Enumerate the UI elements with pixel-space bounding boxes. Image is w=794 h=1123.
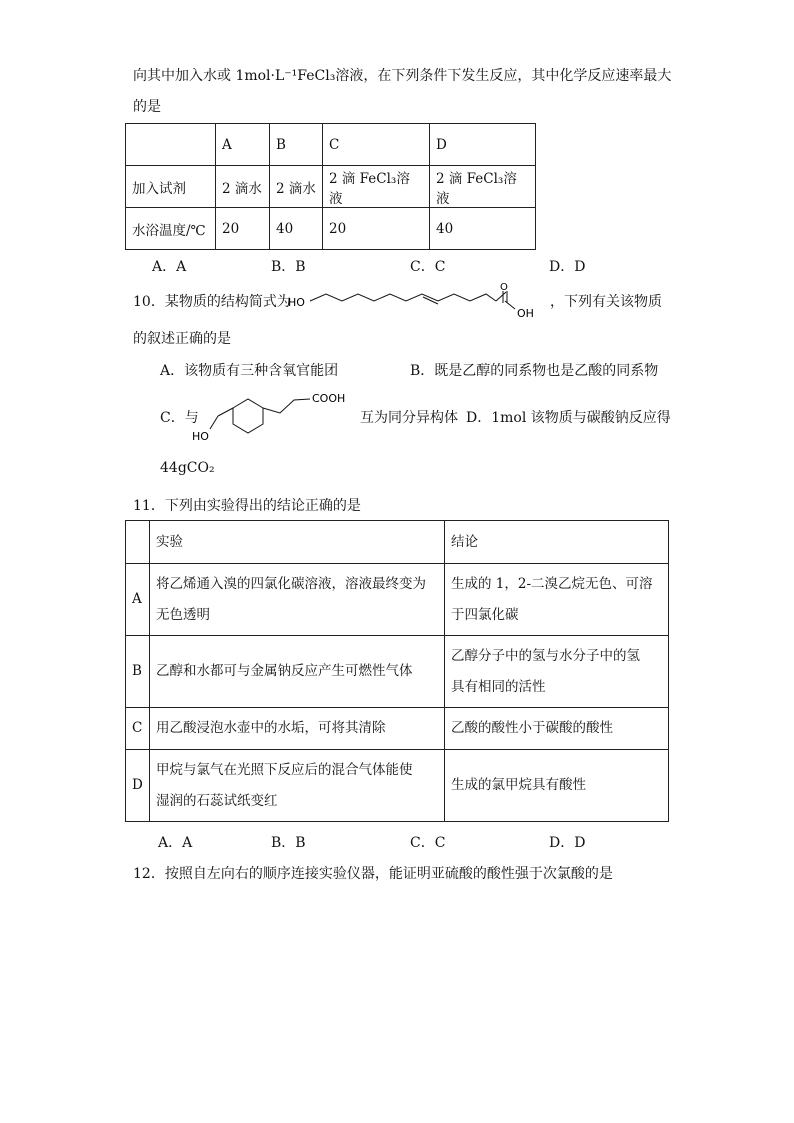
cell-line: 具有相同的活性 xyxy=(451,678,546,695)
cell-line: 乙酸的酸性小于碳酸的酸性 xyxy=(451,720,613,736)
table-cell: 40 xyxy=(430,208,536,250)
q11-option-a: A．A xyxy=(158,835,193,851)
o-label: O xyxy=(500,282,508,293)
cell-line: 甲烷与氯气在光照下反应后的混合气体能使 xyxy=(156,761,413,778)
hydroxyl-bond xyxy=(505,301,515,309)
propanoic-chain xyxy=(263,399,310,413)
table-cell: D xyxy=(430,124,536,166)
table-cell: 2 滴 FeCl₃溶液 xyxy=(430,166,536,208)
ho-label: HO xyxy=(192,430,209,443)
table-row xyxy=(126,521,669,564)
table-row xyxy=(126,750,669,822)
cell-line: 生成的氯甲烷具有酸性 xyxy=(451,777,586,793)
table-cell: 2 滴水 xyxy=(216,166,270,208)
ho-label: HO xyxy=(288,296,305,309)
table-cell: 2 滴 FeCl₃溶液 xyxy=(323,166,430,208)
cell-line: 生成的 1，2-二溴乙烷无色、可溶 xyxy=(451,575,653,592)
q10-option-d-cont: 44gCO₂ xyxy=(160,460,215,476)
q11-option-d: D．D xyxy=(549,835,586,851)
q11-option-b: B．B xyxy=(271,835,306,851)
q9-line-2: 的是 xyxy=(133,99,161,115)
table-row xyxy=(126,708,669,750)
carbonyl-bond xyxy=(496,292,506,301)
table-cell xyxy=(126,521,150,564)
q10-option-d: D．1mol 该物质与碳酸钠反应得 xyxy=(466,410,671,426)
table-row xyxy=(126,564,669,636)
cell-line: 于四氯化碳 xyxy=(451,606,519,623)
q12-stem: 12．按照自左向右的顺序连接实验仪器，能证明亚硫酸的酸性强于次氯酸的是 xyxy=(133,866,613,882)
table-cell: 结论 xyxy=(445,521,669,564)
table-cell: 加入试剂 xyxy=(126,166,216,208)
table-cell xyxy=(150,564,445,636)
q9-table xyxy=(125,123,536,250)
table-cell: B xyxy=(270,124,323,166)
table-row xyxy=(126,636,669,708)
table-cell: A xyxy=(216,124,270,166)
cell-line: 将乙烯通入溴的四氯化碳溶液，溶液最终变为 xyxy=(156,575,426,592)
carbon-chain xyxy=(310,294,496,301)
cell-line: 乙醇和水都可与金属钠反应产生可燃性气体 xyxy=(156,663,413,679)
q11-stem: 11．下列由实验得出的结论正确的是 xyxy=(133,498,361,514)
table-cell: 40 xyxy=(270,208,323,250)
table-cell xyxy=(126,124,216,166)
q11-option-c: C．C xyxy=(410,835,446,851)
q10-option-c: C．与 xyxy=(160,410,199,426)
oh-label: OH xyxy=(517,307,534,320)
table-cell: 2 滴水 xyxy=(270,166,323,208)
q10-stem-line-2: 的叙述正确的是 xyxy=(133,331,231,347)
q9-option-c: C．C xyxy=(410,259,446,275)
q11-table xyxy=(125,520,669,822)
q10-option-c-cont: 互为同分异构体 xyxy=(360,410,458,426)
table-cell xyxy=(150,708,445,750)
q10-stem: 10．某物质的结构简式为 xyxy=(133,294,291,310)
q10-structure-formula xyxy=(286,282,548,322)
q9-option-a: A．A xyxy=(152,259,187,275)
cell-line: 用乙酸浸泡水壶中的水垢，可将其清除 xyxy=(156,720,386,736)
table-cell xyxy=(150,750,445,822)
table-cell: C xyxy=(126,708,150,750)
q10-stem-cont: ，下列有关该物质 xyxy=(550,294,662,310)
q9-option-d: D．D xyxy=(549,259,586,275)
table-cell xyxy=(150,636,445,708)
table-cell: 20 xyxy=(216,208,270,250)
cooh-label: COOH xyxy=(312,392,346,405)
table-cell: 20 xyxy=(323,208,430,250)
table-cell xyxy=(445,564,669,636)
q10-option-c-structure xyxy=(190,386,360,444)
table-cell: C xyxy=(323,124,430,166)
table-cell xyxy=(445,750,669,822)
cell-line: 乙醇分子中的氢与水分子中的氢 xyxy=(451,647,640,664)
table-cell xyxy=(445,636,669,708)
ho-bond xyxy=(210,416,218,429)
table-cell: 水浴温度/℃ xyxy=(126,208,216,250)
table-cell: A xyxy=(126,564,150,636)
table-row xyxy=(126,124,536,166)
cell-line: 湿润的石蕊试纸变红 xyxy=(156,792,278,809)
table-cell: 实验 xyxy=(150,521,445,564)
q10-option-b: B．既是乙醇的同系物也是乙酸的同系物 xyxy=(410,363,659,379)
cyclohexane-ring xyxy=(233,399,263,433)
table-cell xyxy=(445,708,669,750)
q9-line-1: 向其中加入水或 1mol·L⁻¹FeCl₃溶液，在下列条件下发生反应，其中化学反应速率最大 xyxy=(133,68,672,84)
table-row xyxy=(126,166,536,208)
table-cell: B xyxy=(126,636,150,708)
cell-line: 无色透明 xyxy=(156,606,210,623)
q10-option-a: A．该物质有三种含氧官能团 xyxy=(160,363,339,379)
q9-option-b: B．B xyxy=(271,259,306,275)
table-row xyxy=(126,208,536,250)
table-cell: D xyxy=(126,750,150,822)
ch2-bond xyxy=(218,408,233,416)
